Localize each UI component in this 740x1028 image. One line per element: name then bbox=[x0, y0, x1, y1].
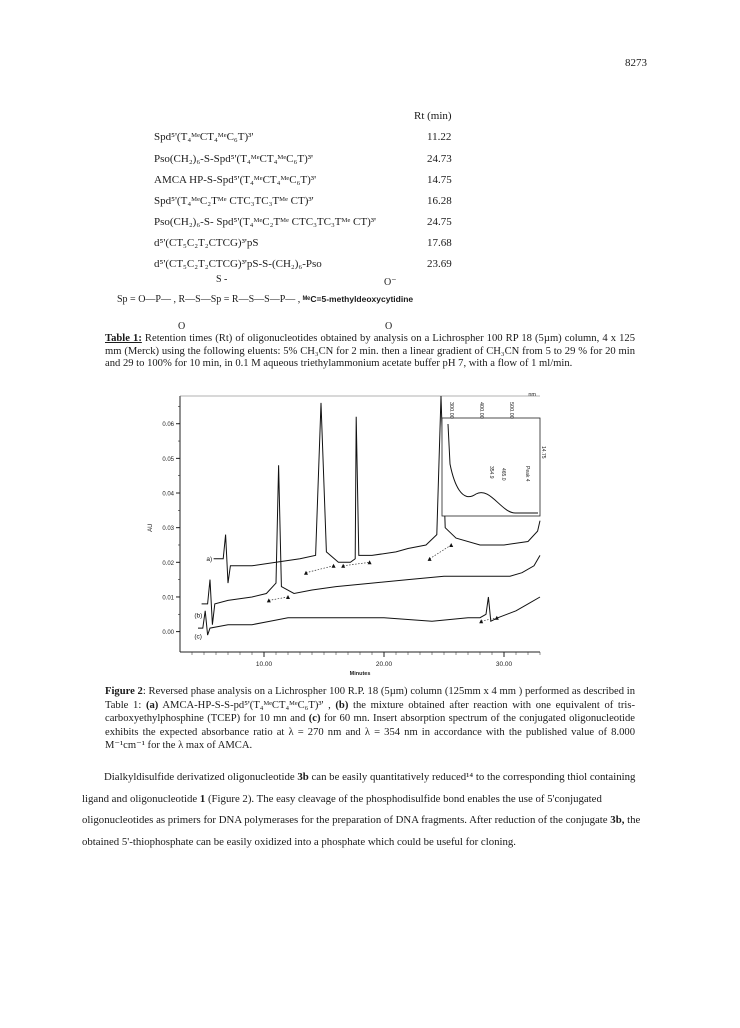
y-tick-label: 0.01 bbox=[162, 595, 174, 602]
body-text: can be easily quantitatively reduced¹⁴ to the corresponding thiol containing ligand and oligonucleotide bbox=[82, 771, 636, 805]
chromatogram-chart bbox=[140, 384, 570, 684]
integration-marker bbox=[428, 557, 432, 561]
table-rt-header: Rt (min) bbox=[414, 110, 452, 122]
integration-marker bbox=[449, 543, 453, 547]
table-row-rt: 16.28 bbox=[427, 195, 452, 207]
table-caption-label: Table 1: bbox=[105, 333, 142, 344]
structure-s-minus: S - bbox=[216, 274, 228, 285]
body-paragraph bbox=[82, 767, 642, 853]
chart-labels bbox=[148, 523, 370, 677]
body-paragraph-text bbox=[82, 767, 642, 853]
y-tick-label: 0.05 bbox=[162, 456, 174, 463]
chart-inset bbox=[442, 392, 546, 516]
body-bold: 3b, bbox=[610, 814, 625, 826]
table-row-name: Spd⁵'(T₄ᴹᵉCT₄ᴹᵉC₆T)³' bbox=[154, 131, 254, 143]
table-row-name: d⁵'(CT₅C₂T₂CTCG)³'pS-S-(CH₂)₆-Pso bbox=[154, 258, 322, 270]
table-caption-text: Retention times (Rt) of oligonucleotides obtained by analysis on a Lichrospher 100 RP 18 (5µm) column, 4 x 125 mm (Merck) using the following eluents: 5% CH₃CN for 2 min. then a linear gradient of CH₃CN from 5 to 29 % for 20 min and 29 to 100% for 10 min, in 0.1 M aqueous triethylammonium acetate buffer pH 7, with a flow of 1 ml/min. bbox=[105, 333, 635, 370]
y-tick-label: 0.02 bbox=[162, 560, 174, 567]
table-row-rt: 24.73 bbox=[427, 153, 452, 165]
table-row-name: Spd⁵'(T₄ᴹᵉC₂Tᴹᵉ CTC₃TC₃Tᴹᵉ CT)³' bbox=[154, 195, 314, 207]
table-row-rt: 17.68 bbox=[427, 237, 452, 249]
body-bold: 3b bbox=[297, 771, 309, 783]
table-row-rt: 23.69 bbox=[427, 258, 452, 270]
table-row-rt: 11.22 bbox=[427, 131, 452, 143]
figure-caption bbox=[105, 685, 635, 753]
x-tick-label: 20.00 bbox=[375, 661, 393, 668]
figure-caption-text: for 60 mn. Insert absorption spectrum of the conjugated oligonucleotide exhibits the expected absorbance ratio at λ = 270 nm and λ = 354 nm in accordance with the published value of 8.000 M⁻¹cm⁻¹ for the λ max of AMCA. bbox=[105, 713, 635, 752]
body-text: the obtained 5'-thiophosphate can be easily oxidized into a phosphate which could be useful for cloning. bbox=[82, 814, 641, 848]
peak-baseline bbox=[269, 597, 288, 600]
table-row-name: Pso(CH₂)₆-S- Spd⁵'(T₄ᴹᵉC₂Tᴹᵉ CTC₃TC₃Tᴹᵉ CT)³' bbox=[154, 216, 377, 228]
y-axis-label: AU bbox=[148, 523, 154, 532]
structure-formula: Sp = O—P— , R—S—Sp = R—S—S—P— , bbox=[117, 294, 303, 305]
figure-caption-b: (b) bbox=[335, 699, 349, 711]
y-tick-label: 0.04 bbox=[162, 491, 174, 498]
structure-o-right: O bbox=[385, 321, 393, 332]
table-row-rt: 24.75 bbox=[427, 216, 452, 228]
x-tick-label: 30.00 bbox=[495, 661, 513, 668]
peak-baseline bbox=[343, 562, 369, 565]
figure-caption-c: (c) bbox=[308, 713, 321, 725]
inset-tick-label: 500.00 bbox=[508, 402, 514, 419]
page-number: 8273 bbox=[625, 57, 647, 69]
y-tick-label: 0.06 bbox=[162, 422, 174, 429]
figure-caption-text: the mixture obtained after reaction with one equivalent of tris-carboxyethylphosphine (TCEP) for 10 mn and bbox=[105, 699, 635, 725]
figure-caption-text: AMCA-HP-S-S-pd⁵'(T₄ᴹᵉCT₄ᴹᵉC₆T)³' , bbox=[158, 699, 336, 711]
structure-line bbox=[117, 294, 413, 305]
x-tick-label: 10.00 bbox=[255, 661, 273, 668]
body-bold: 1 bbox=[199, 792, 206, 805]
y-tick-label: 0.03 bbox=[162, 526, 174, 533]
inset-peak-label: 14.75 bbox=[540, 446, 546, 459]
body-text: Dialkyldisulfide derivatized oligonucleotide bbox=[104, 771, 298, 783]
table-row-name: AMCA HP-S-Spd⁵'(T₄ᴹᵉCT₄ᴹᵉC₆T)³' bbox=[154, 174, 317, 186]
figure-caption-a: (a) bbox=[145, 699, 159, 711]
table-row-name: Pso(CH₂)₆-S-Spd⁵'(T₄ᴹᵉCT₄ᴹᵉC₆T)³' bbox=[154, 153, 314, 165]
peak-baseline bbox=[430, 545, 452, 559]
table-row-rt: 14.75 bbox=[427, 174, 452, 186]
inset-peak-label: Peak 4 bbox=[524, 466, 530, 482]
body-text: (Figure 2). The easy cleavage of the phosphodisulfide bond enables the use of 5'conjugated oligonucleotides as primers for DNA polymerases for the preparation of DNA fragments. After reduction of the conjugate bbox=[82, 792, 611, 826]
inset-peak-label: 354.9 bbox=[488, 466, 494, 479]
table-caption bbox=[105, 333, 635, 371]
structure-o-left: O bbox=[178, 321, 186, 332]
structure-mec-label: ᴹᵉC=5-methyldeoxycytidine bbox=[302, 294, 414, 304]
series-label-a: a) bbox=[206, 555, 213, 563]
series-label-b: (b) bbox=[194, 612, 203, 620]
inset-tick-label: 400.00 bbox=[478, 402, 484, 419]
table-row-name: d⁵'(CT₅C₂T₂CTCG)³'pS bbox=[154, 237, 259, 249]
inset-unit: nm bbox=[528, 392, 536, 398]
series-label-c: (c) bbox=[194, 633, 202, 641]
series-c-trace bbox=[198, 597, 540, 635]
peak-baseline bbox=[306, 566, 334, 573]
figure-caption-text: : Reversed phase analysis on a Lichrospher 100 R.P. 18 (5µm) column (125mm x 4 mm ) performed as described in Table 1: bbox=[105, 686, 635, 711]
y-tick-label: 0.00 bbox=[162, 630, 174, 637]
inset-peak-label: 465.0 bbox=[500, 468, 506, 481]
x-axis-label: Minutes bbox=[349, 671, 371, 677]
figure-caption-label: Figure 2 bbox=[105, 686, 143, 697]
structure-o-minus: O⁻ bbox=[384, 277, 397, 288]
inset-tick-label: 300.00 bbox=[448, 402, 454, 419]
